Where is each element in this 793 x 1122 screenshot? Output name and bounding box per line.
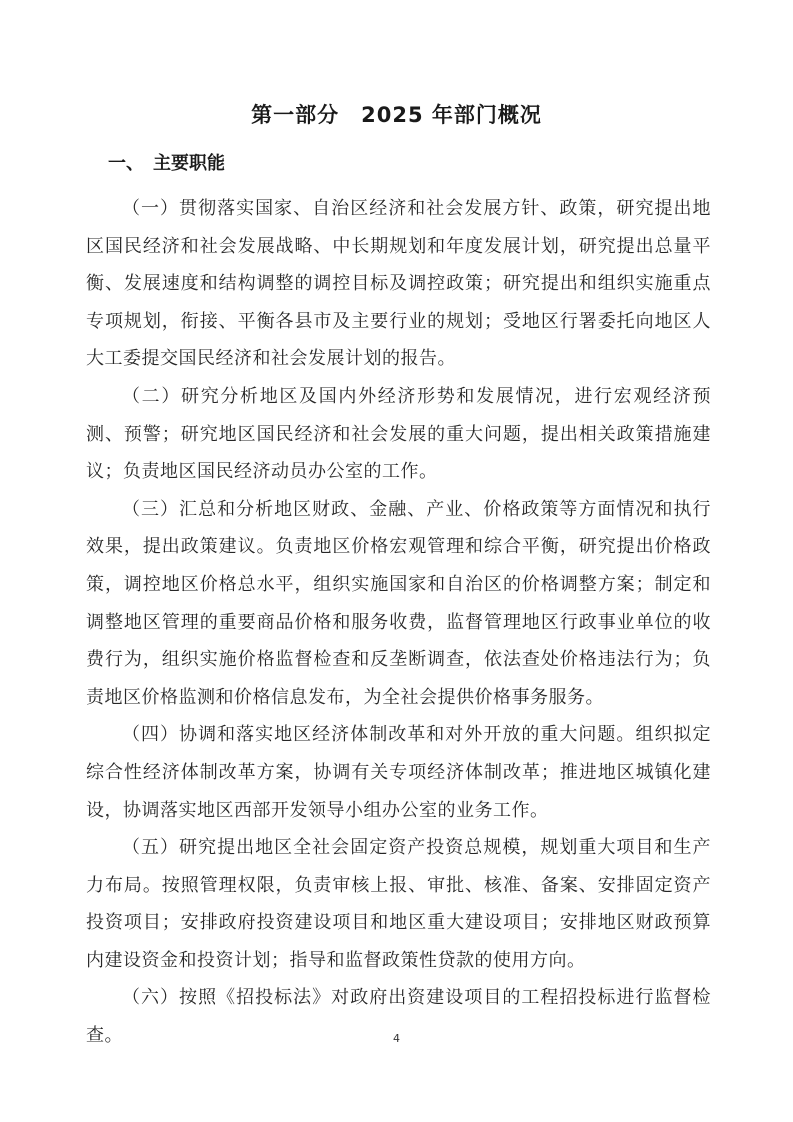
page-number: 4 xyxy=(393,1032,400,1045)
page-title: 第一部分 2025 年部门概况 xyxy=(251,103,542,127)
paragraph-6: （六）按照《招投标法》对政府出资建设项目的工程招投标进行监督检查。 xyxy=(86,987,711,1047)
paragraph-1: （一）贯彻落实国家、自治区经济和社会发展方针、政策，研究提出地区国民经济和社会发展战略、中长期规划和年度发展计划，研究提出总量平衡、发展速度和结构调整的调控目标及调控政策；研究提出和组织实施重点专项规划，衔接、平衡各县市及主要行业的规划；受地区行署委托向地区人大工委提交国民经济和社会发展计划的报告。 xyxy=(86,198,711,370)
paragraph-2: （二）研究分析地区及国内外经济形势和发展情况，进行宏观经济预测、预警；研究地区国民经济和社会发展的重大问题，提出相关政策措施建议；负责地区国民经济动员办公室的工作。 xyxy=(86,385,711,483)
paragraph-4: （四）协调和落实地区经济体制改革和对外开放的重大问题。组织拟定综合性经济体制改革方案，协调有关专项经济体制改革；推进地区城镇化建设，协调落实地区西部开发领导小组办公室的业务工作。 xyxy=(86,724,711,821)
paragraph-5: （五）研究提出地区全社会固定资产投资总规模，规划重大项目和生产力布局。按照管理权限，负责审核上报、审批、核准、备案、安排固定资产投资项目；安排政府投资建设项目和地区重大建设项目；安排地区财政预算内建设资金和投资计划；指导和监督政策性贷款的使用方向。 xyxy=(86,837,711,971)
section-heading: 一、 主要职能 xyxy=(108,153,225,174)
paragraph-3: （三）汇总和分析地区财政、金融、产业、价格政策等方面情况和执行效果，提出政策建议。负责地区价格宏观管理和综合平衡，研究提出价格政策，调控地区价格总水平，组织实施国家和自治区的价格调整方案；制定和调整地区管理的重要商品价格和服务收费，监督管理地区行政事业单位的收费行为，组织实施价格监督检查和反垄断调查，依法查处价格违法行为；负责地区价格监测和价格信息发布，为全社会提供价格事务服务。 xyxy=(86,498,711,708)
body-text xyxy=(86,190,711,1055)
